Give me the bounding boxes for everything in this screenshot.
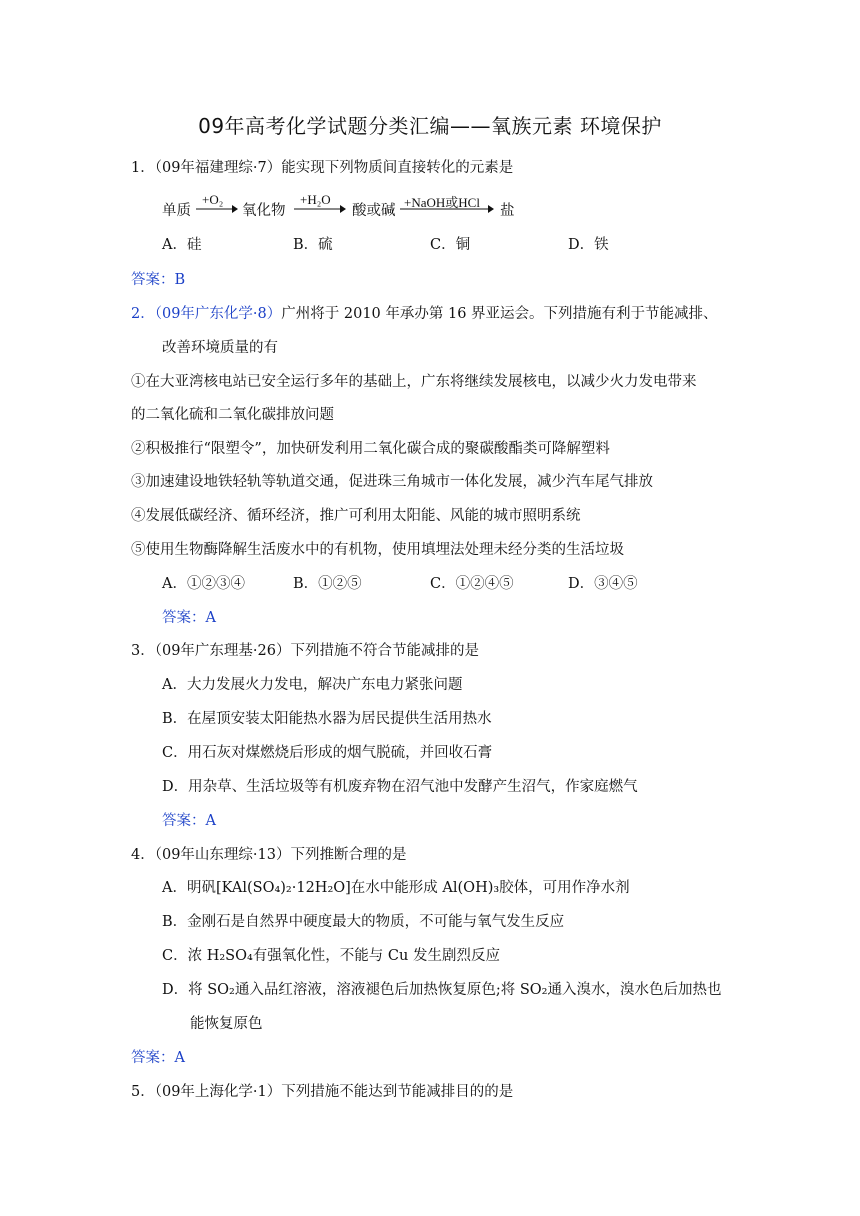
question-2-text: 广州将于 2010 年承办第 16 界亚运会。下列措施有利于节能减排、 (281, 306, 718, 322)
question-1-answer: 答案：B (131, 272, 186, 288)
question-4-option-d: D．将 SO₂通入品红溶液，溶液褪色后加热恢复原色;将 SO₂通入溴水，溴水色后加热也 (162, 982, 722, 998)
question-1-stem: 1．（09年福建理综·7）能实现下列物质间直接转化的元素是 (131, 160, 514, 176)
question-2-stem (131, 304, 718, 324)
chain-arrow-2-label: +H₂O (300, 192, 331, 207)
chain-node-3: 酸或碱 (352, 203, 396, 219)
chain-node-4: 盐 (500, 203, 515, 219)
question-2-item-5: ⑤使用生物酶降解生活废水中的有机物，使用填埋法处理未经分类的生活垃圾 (131, 542, 624, 558)
option-b: B．①②⑤ (293, 576, 362, 592)
chain-arrow-3 (400, 204, 494, 214)
question-3-stem: 3．（09年广东理基·26）下列措施不符合节能减排的是 (131, 643, 479, 659)
option-d: D．铁 (568, 237, 609, 253)
question-4-option-d-cont: 能恢复原色 (190, 1016, 263, 1032)
question-2-item-2: ②积极推行“限塑令”，加快研发利用二氧化碳合成的聚碳酸酯类可降解塑料 (131, 441, 610, 457)
question-2-source: 2．（09年广东化学·8） (131, 306, 282, 322)
question-2-item-3: ③加速建设地铁轻轨等轨道交通，促进珠三角城市一体化发展，减少汽车尾气排放 (131, 474, 653, 490)
question-4-stem: 4．（09年山东理综·13）下列推断合理的是 (131, 847, 407, 863)
question-3-option-a: A．大力发展火力发电，解决广东电力紧张问题 (162, 677, 463, 693)
option-a: A．硅 (162, 237, 202, 253)
chain-arrow-2 (294, 204, 346, 214)
question-4-answer: 答案：A (131, 1050, 185, 1066)
question-2-item-4: ④发展低碳经济、循环经济，推广可利用太阳能、风能的城市照明系统 (131, 508, 581, 524)
question-2-stem-cont: 改善环境质量的有 (162, 340, 278, 356)
option-c: C．铜 (430, 237, 471, 253)
question-4-option-c: C．浓 H₂SO₄有强氧化性，不能与 Cu 发生剧烈反应 (162, 948, 500, 964)
page-title: 09年高考化学试题分类汇编——氧族元素 环境保护 (198, 114, 662, 138)
option-a: A．①②③④ (162, 576, 245, 592)
chain-node-1: 单质 (162, 203, 191, 219)
chain-arrow-1-label: +O₂ (202, 192, 224, 207)
chain-arrow-3-label: +NaOH或HCl (404, 195, 480, 210)
option-c: C．①②④⑤ (430, 576, 514, 592)
question-4-option-a: A．明矾[KAl(SO₄)₂·12H₂O]在水中能形成 Al(OH)₃胶体，可用作净水剂 (162, 880, 630, 896)
question-3-option-d: D．用杂草、生活垃圾等有机废弃物在沼气池中发酵产生沼气，作家庭燃气 (162, 779, 638, 795)
question-5-stem: 5．（09年上海化学·1）下列措施不能达到节能减排目的的是 (131, 1084, 514, 1100)
question-3-option-c: C．用石灰对煤燃烧后形成的烟气脱硫，并回收石膏 (162, 745, 493, 761)
option-b: B．硫 (293, 237, 333, 253)
question-4-option-b: B．金刚石是自然界中硬度最大的物质，不可能与氧气发生反应 (162, 914, 565, 930)
chain-arrow-1 (196, 204, 238, 214)
question-3-answer: 答案：A (162, 813, 216, 829)
question-2-item-1-cont: 的二氧化硫和二氧化碳排放问题 (131, 407, 334, 423)
chain-node-2: 氧化物 (242, 203, 286, 219)
question-2-answer: 答案：A (162, 610, 216, 626)
question-2-item-1: ①在大亚湾核电站已安全运行多年的基础上，广东将继续发展核电，以减少火力发电带来 (131, 374, 697, 390)
option-d: D．③④⑤ (568, 576, 638, 592)
question-3-option-b: B．在屋顶安装太阳能热水器为居民提供生活用热水 (162, 711, 492, 727)
